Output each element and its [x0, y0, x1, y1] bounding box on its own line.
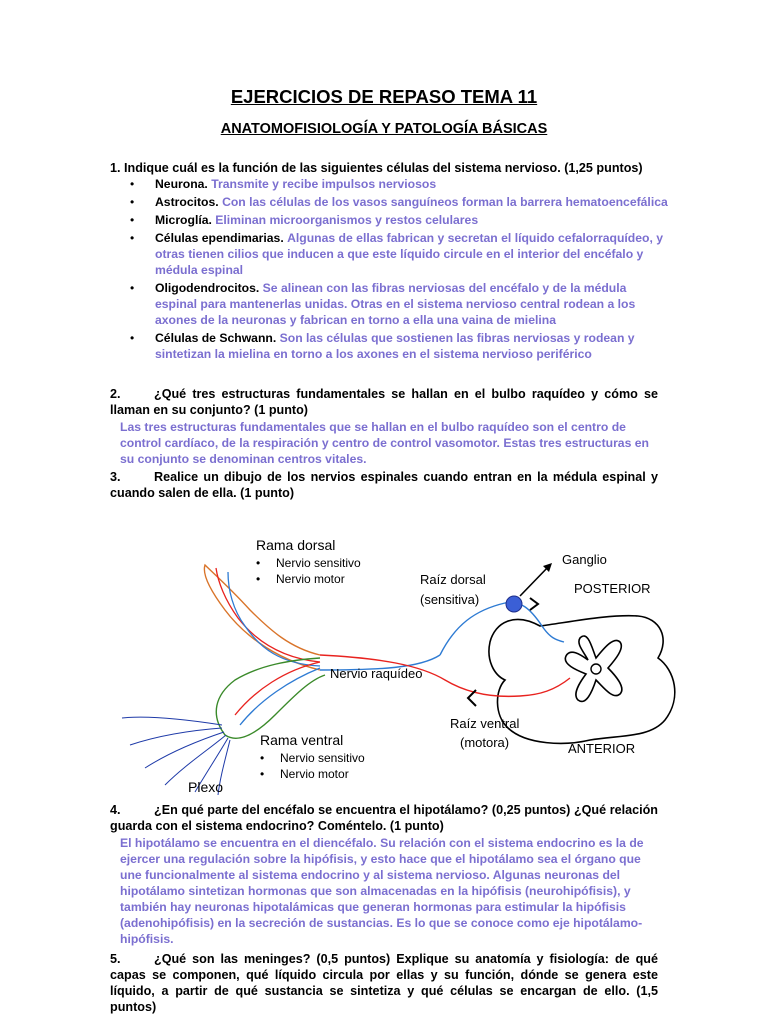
page-subtitle: ANATOMOFISIOLOGÍA Y PATOLOGÍA BÁSICAS: [220, 121, 548, 137]
question-1: 1. Indique cuál es la función de las siguientes células del sistema nervioso. (1,25 puntos): [110, 161, 643, 175]
question-text: ¿Qué tres estructuras fundamentales se hallan en el bulbo raquídeo y cómo se llaman en su conjunto? (1 punto): [110, 387, 658, 417]
bullet-icon: •: [130, 331, 135, 345]
label-raiz-ventral-sub: (motora): [460, 735, 510, 750]
question-number: 4.: [110, 803, 121, 817]
question-number: 5.: [110, 952, 121, 966]
cell-term: Neurona.: [155, 177, 208, 191]
label-nervio-sensitivo-dorsal: Nervio sensitivo: [276, 556, 361, 570]
list-item: [110, 230, 670, 278]
bullet-icon: •: [130, 213, 135, 227]
cell-term: Astrocitos.: [155, 195, 219, 209]
list-item: [110, 176, 670, 192]
label-plexo: Plexo: [188, 779, 224, 795]
ganglion-pointer: [520, 565, 550, 596]
list-item: [110, 330, 670, 362]
gray-matter: [565, 636, 622, 701]
ventral-ramus: [216, 658, 325, 738]
question-4: [110, 802, 658, 834]
bullet-icon: •: [130, 177, 135, 191]
list-item: [110, 280, 670, 328]
list-item: [110, 212, 670, 228]
bullet-icon: •: [130, 281, 135, 295]
label-ganglio: Ganglio: [562, 552, 607, 567]
question-text: ¿Qué son las meninges? (0,5 puntos) Explique su anatomía y fisiología: de qué capas se componen, qué líquido circula por ellas y su función, dónde se genera este líquido, a partir de qué sustancia se sintetiza y qué células se encargan de ello. (1,5 puntos): [110, 952, 658, 1014]
answer-2: Las tres estructuras fundamentales que se hallan en el bulbo raquídeo son el centro de control cardíaco, de la respiración y centro de control vasomotor. Estas tres estructuras en su conjunto se denominan centros vitales.: [120, 420, 649, 466]
cell-answer: Son las células que sostienen las fibras nerviosas y rodean y sintetizan la mielina en torno a los axones en el sistema nervioso periférico: [155, 331, 635, 361]
cell-term: Células de Schwann.: [155, 331, 277, 345]
label-raiz-ventral: Raíz ventral: [450, 716, 520, 731]
list-item: [110, 194, 670, 210]
cell-term: Microglía.: [155, 213, 212, 227]
cell-answer: Con las células de los vasos sanguíneos forman la barrera hematoencefálica: [222, 195, 668, 209]
question-text: Realice un dibujo de los nervios espinales cuando entran en la médula espinal y cuando salen de ella. (1 punto): [110, 470, 658, 500]
cell-term: Células ependimarias.: [155, 231, 284, 245]
label-nervio-motor-ventral: Nervio motor: [280, 767, 349, 781]
bullet-icon: •: [260, 767, 265, 781]
label-raiz-dorsal-sub: (sensitiva): [420, 592, 480, 607]
dorsal-arrow-icon: [530, 598, 538, 610]
label-rama-ventral: Rama ventral: [260, 732, 344, 748]
bullet-icon: •: [260, 751, 265, 765]
label-raiz-dorsal: Raíz dorsal: [420, 572, 486, 587]
question-number: 2.: [110, 387, 121, 401]
label-nervio-raquideo: Nervio raquídeo: [330, 666, 423, 681]
cell-answer: Se alinean con las fibras nerviosas del encéfalo y de la médula espinal para mantenerlas unidas. Otras en el sistema nervioso central rodean a los axones de la neuronas y fabrican en torno a ella una vaina de mielina: [155, 281, 636, 327]
cell-answer: Algunas de ellas fabrican y secretan el líquido cefalorraquídeo, y otras tienen cilios que inducen a que este líquido circule en el interior del encéfalo y médula espinal: [155, 231, 663, 277]
question-number: 3.: [110, 470, 121, 484]
question-2: [110, 386, 658, 418]
label-nervio-sensitivo-ventral: Nervio sensitivo: [280, 751, 365, 765]
spinal-nerve-diagram: [110, 530, 690, 800]
bullet-icon: •: [256, 572, 261, 586]
cell-answer: Transmite y recibe impulsos nerviosos: [211, 177, 437, 191]
ganglion-icon: [506, 596, 522, 612]
page-title: EJERCICIOS DE REPASO TEMA 11: [230, 86, 538, 107]
cell-list: [110, 176, 670, 364]
ventral-arrow-icon: [468, 690, 476, 706]
cell-term: Oligodendrocitos.: [155, 281, 260, 295]
central-canal: [591, 664, 601, 674]
label-nervio-motor-dorsal: Nervio motor: [276, 572, 345, 586]
dorsal-root: [440, 602, 564, 655]
bullet-icon: •: [130, 195, 135, 209]
question-text: ¿En qué parte del encéfalo se encuentra el hipotálamo? (0,25 puntos) ¿Qué relación guarda con el sistema endocrino? Coméntelo. (1 punto): [110, 803, 658, 833]
bullet-icon: •: [256, 556, 261, 570]
label-rama-dorsal: Rama dorsal: [256, 537, 336, 553]
label-anterior: ANTERIOR: [568, 741, 636, 756]
bullet-icon: •: [130, 231, 135, 245]
answer-4: El hipotálamo se encuentra en el diencéfalo. Su relación con el sistema endocrino es la de ejercer una regulación sobre la hipófisis, y esto hace que el hipotálamo sea el órgano que une funcionalmente al sistema endocrino y al sistema nervioso. Algunas neuronas del hipotálamo sintetizan hormonas que son almacenadas en la hipófisis (neurohipófisis), y también hay neuronas hipotalámicas que generan hormonas para estimular la hipófisis (adenohipófisis) en la secreción de sustancias. Es lo que se conoce como eje hipotálamo-hipófisis.: [120, 836, 644, 946]
label-posterior: POSTERIOR: [574, 581, 651, 596]
ventral-ramus-red: [235, 662, 320, 715]
question-5: [110, 951, 658, 1015]
question-3: [110, 469, 658, 501]
cell-answer: Eliminan microorganismos y restos celulares: [215, 213, 479, 227]
